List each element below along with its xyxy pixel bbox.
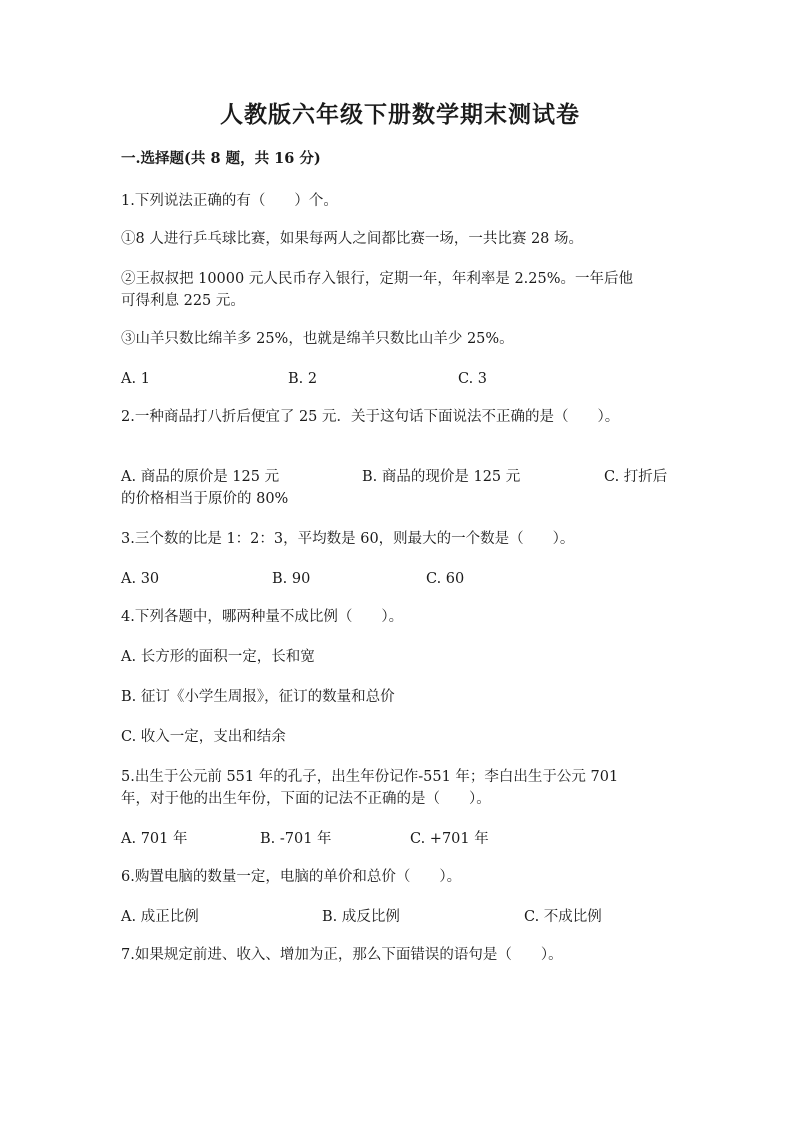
question-1-statement-1: ①8 人进行乒乓球比赛，如果每两人之间都比赛一场，一共比赛 28 场。	[121, 231, 584, 247]
question-2-stem: 2.一种商品打八折后便宜了 25 元．关于这句话下面说法不正确的是（ ）。	[121, 409, 620, 425]
question-1-option-a: A. 1	[121, 371, 150, 387]
question-1-option-c: C. 3	[458, 371, 488, 387]
question-2-option-b: B. 商品的现价是 125 元	[362, 469, 521, 485]
question-2-option-c: C. 打折后	[604, 469, 668, 485]
question-1-statement-3: ③山羊只数比绵羊多 25%，也就是绵羊只数比山羊少 25%。	[121, 331, 514, 347]
question-4-option-b: B. 征订《小学生周报》，征订的数量和总价	[121, 689, 395, 705]
question-1-statement-2-cont: 可得利息 225 元。	[121, 293, 245, 309]
question-5-option-c: C. +701 年	[410, 831, 489, 847]
section-heading: 一.选择题(共 8 题，共 16 分)	[121, 150, 321, 167]
page-title: 人教版六年级下册数学期末测试卷	[220, 101, 580, 128]
question-4-option-a: A. 长方形的面积一定，长和宽	[121, 649, 315, 665]
question-3-stem: 3.三个数的比是 1：2：3，平均数是 60，则最大的一个数是（ ）。	[121, 531, 575, 547]
question-3-option-c: C. 60	[426, 571, 465, 587]
question-5-option-b: B. -701 年	[260, 831, 332, 847]
question-6-stem: 6.购置电脑的数量一定，电脑的单价和总价（ ）。	[121, 869, 462, 885]
question-3-option-b: B. 90	[272, 571, 311, 587]
question-1-option-b: B. 2	[288, 371, 318, 387]
question-2-option-a: A. 商品的原价是 125 元	[121, 469, 280, 485]
question-6-option-b: B. 成反比例	[322, 909, 400, 925]
question-5-stem: 5.出生于公元前 551 年的孔子，出生年份记作-551 年；李白出生于公元 701	[121, 769, 619, 785]
question-3-option-a: A. 30	[121, 571, 160, 587]
question-5-stem-cont: 年，对于他的出生年份，下面的记法不正确的是（ ）。	[121, 791, 491, 807]
question-1-statement-2: ②王叔叔把 10000 元人民币存入银行，定期一年，年利率是 2.25%。一年后他	[121, 271, 634, 287]
question-7-stem: 7.如果规定前进、收入、增加为正，那么下面错误的语句是（ ）。	[121, 947, 563, 963]
question-6-option-a: A. 成正比例	[121, 909, 199, 925]
question-4-option-c: C. 收入一定，支出和结余	[121, 729, 286, 745]
question-1-stem: 1.下列说法正确的有（ ）个。	[121, 193, 338, 209]
question-6-option-c: C. 不成比例	[524, 909, 602, 925]
question-2-option-c-cont: 的价格相当于原价的 80%	[121, 491, 289, 507]
question-5-option-a: A. 701 年	[121, 831, 188, 847]
question-4-stem: 4.下列各题中，哪两种量不成比例（ ）。	[121, 609, 404, 625]
